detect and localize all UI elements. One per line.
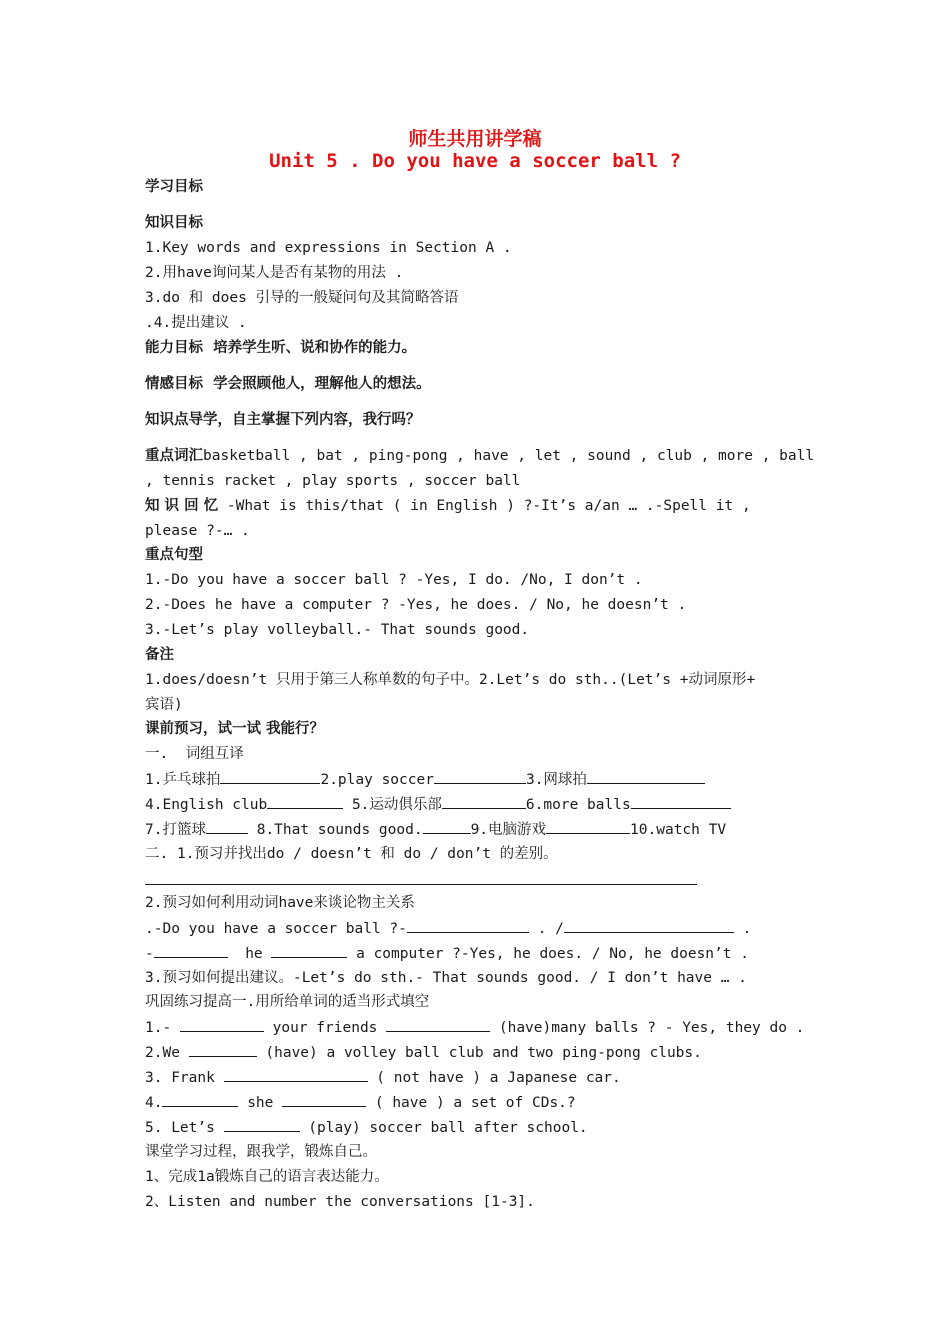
exercise-1: 1.- your friends (have)many balls ? - Yes, they do . <box>145 1017 804 1038</box>
blank[interactable] <box>631 794 731 809</box>
consolidation-heading: 巩固练习提高一.用所给单词的适当形式填空 <box>145 994 430 1010</box>
sentence-1: 1.-Do you have a soccer ball ? -Yes, I do. /No, I don’t . <box>145 572 643 588</box>
blank[interactable] <box>180 1017 264 1032</box>
knowledge-item-3: 3.do 和 does 引导的一般疑问句及其简略答语 <box>145 290 459 306</box>
blank[interactable] <box>189 1042 257 1057</box>
knowledge-item-4: .4.提出建议 . <box>145 315 247 331</box>
heading-key-sentences: 重点句型 <box>145 547 203 563</box>
classroom-step-2: 2、Listen and number the conversations [1-3]. <box>145 1194 535 1210</box>
sentence-2: 2.-Does he have a computer ? -Yes, he does. / No, he doesn’t . <box>145 597 687 613</box>
blank[interactable] <box>442 794 526 809</box>
vocab-line-1: 重点词汇basketball , bat , ping-pong , have , let , sound , club , more , ball <box>145 448 815 464</box>
blank[interactable] <box>271 943 347 958</box>
answer-line[interactable] <box>145 884 697 885</box>
sentence-3: 3.-Let’s play volleyball.- That sounds good. <box>145 622 530 638</box>
vocab-label: 重点词汇 <box>145 448 203 464</box>
vocab-line-2: , tennis racket , play sports , soccer ball <box>145 473 521 489</box>
unit-title: Unit 5 . Do you have a soccer ball ? <box>269 150 681 172</box>
blank[interactable] <box>546 819 630 834</box>
classroom-heading: 课堂学习过程，跟我学，锻炼自己。 <box>145 1144 377 1160</box>
blank[interactable] <box>386 1017 490 1032</box>
exercise-4: 4. she ( have ) a set of CDs.? <box>145 1092 576 1113</box>
blank[interactable] <box>564 918 734 933</box>
blank[interactable] <box>282 1092 366 1107</box>
preview-question-1: 二. 1.预习并找出do / doesn’t 和 do / don’t 的差别。 <box>145 846 558 862</box>
heading-learning-goals: 学习目标 <box>145 179 203 195</box>
blank[interactable] <box>206 819 248 834</box>
exercise-3: 3. Frank ( not have ) a Japanese car. <box>145 1067 621 1088</box>
classroom-step-1: 1、完成1a锻炼自己的语言表达能力。 <box>145 1169 389 1185</box>
blank[interactable] <box>154 943 228 958</box>
review-line-2: please ?-… . <box>145 523 250 539</box>
phrase-row-1: 1.乒乓球拍 2.play soccer 3.网球拍 <box>145 769 705 790</box>
heading-knowledge-goals: 知识目标 <box>145 215 203 231</box>
note-line-1: 1.does/doesn’t 只用于第三人称单数的句子中。2.Let’s do sth..(Let’s +动词原形+ <box>145 672 756 688</box>
blank[interactable] <box>224 1117 300 1132</box>
exercise-5: 5. Let’s (play) soccer ball after school. <box>145 1117 588 1138</box>
heading-notes: 备注 <box>145 647 174 663</box>
page-title: 师生共用讲学稿 <box>408 128 542 150</box>
have-dialogue-1: .-Do you have a soccer ball ?- . / . <box>145 918 751 939</box>
knowledge-item-2: 2.用have询问某人是否有某物的用法 . <box>145 265 404 281</box>
review-label: 知 识 回 忆 <box>145 498 219 514</box>
phrase-section-title: 一. 词组互译 <box>145 746 244 762</box>
ability-goal: 能力目标 培养学生听、说和协作的能力。 <box>145 340 417 356</box>
blank[interactable] <box>224 1067 368 1082</box>
review-line-1: 知 识 回 忆 -What is this/that ( in English ) ?-It’s a/an … .-Spell it , <box>145 498 751 514</box>
guide-heading: 知识点导学，自主掌握下列内容，我行吗？ <box>145 412 421 428</box>
blank[interactable] <box>587 769 705 784</box>
blank[interactable] <box>407 918 529 933</box>
have-dialogue-2: - he a computer ?-Yes, he does. / No, he doesn’t . <box>145 943 749 964</box>
phrase-row-3: 7.打篮球 8.That sounds good. 9.电脑游戏 10.watch TV <box>145 819 726 840</box>
blank[interactable] <box>162 1092 238 1107</box>
blank[interactable] <box>267 794 343 809</box>
preview-question-2: 2.预习如何利用动词have来谈论物主关系 <box>145 895 415 911</box>
blank[interactable] <box>434 769 526 784</box>
note-line-2: 宾语) <box>145 697 183 713</box>
phrase-row-2: 4.English club 5.运动俱乐部 6.more balls <box>145 794 731 815</box>
emotion-goal: 情感目标 学会照顾他人，理解他人的想法。 <box>145 376 431 392</box>
knowledge-item-1: 1.Key words and expressions in Section A . <box>145 240 512 256</box>
exercise-2: 2.We (have) a volley ball club and two ping-pong clubs. <box>145 1042 702 1063</box>
blank[interactable] <box>423 819 471 834</box>
preview-heading: 课前预习，试一试 我能行？ <box>145 721 325 737</box>
blank[interactable] <box>220 769 320 784</box>
preview-question-3: 3.预习如何提出建议。-Let’s do sth.- That sounds good. / I don’t have … . <box>145 970 747 986</box>
